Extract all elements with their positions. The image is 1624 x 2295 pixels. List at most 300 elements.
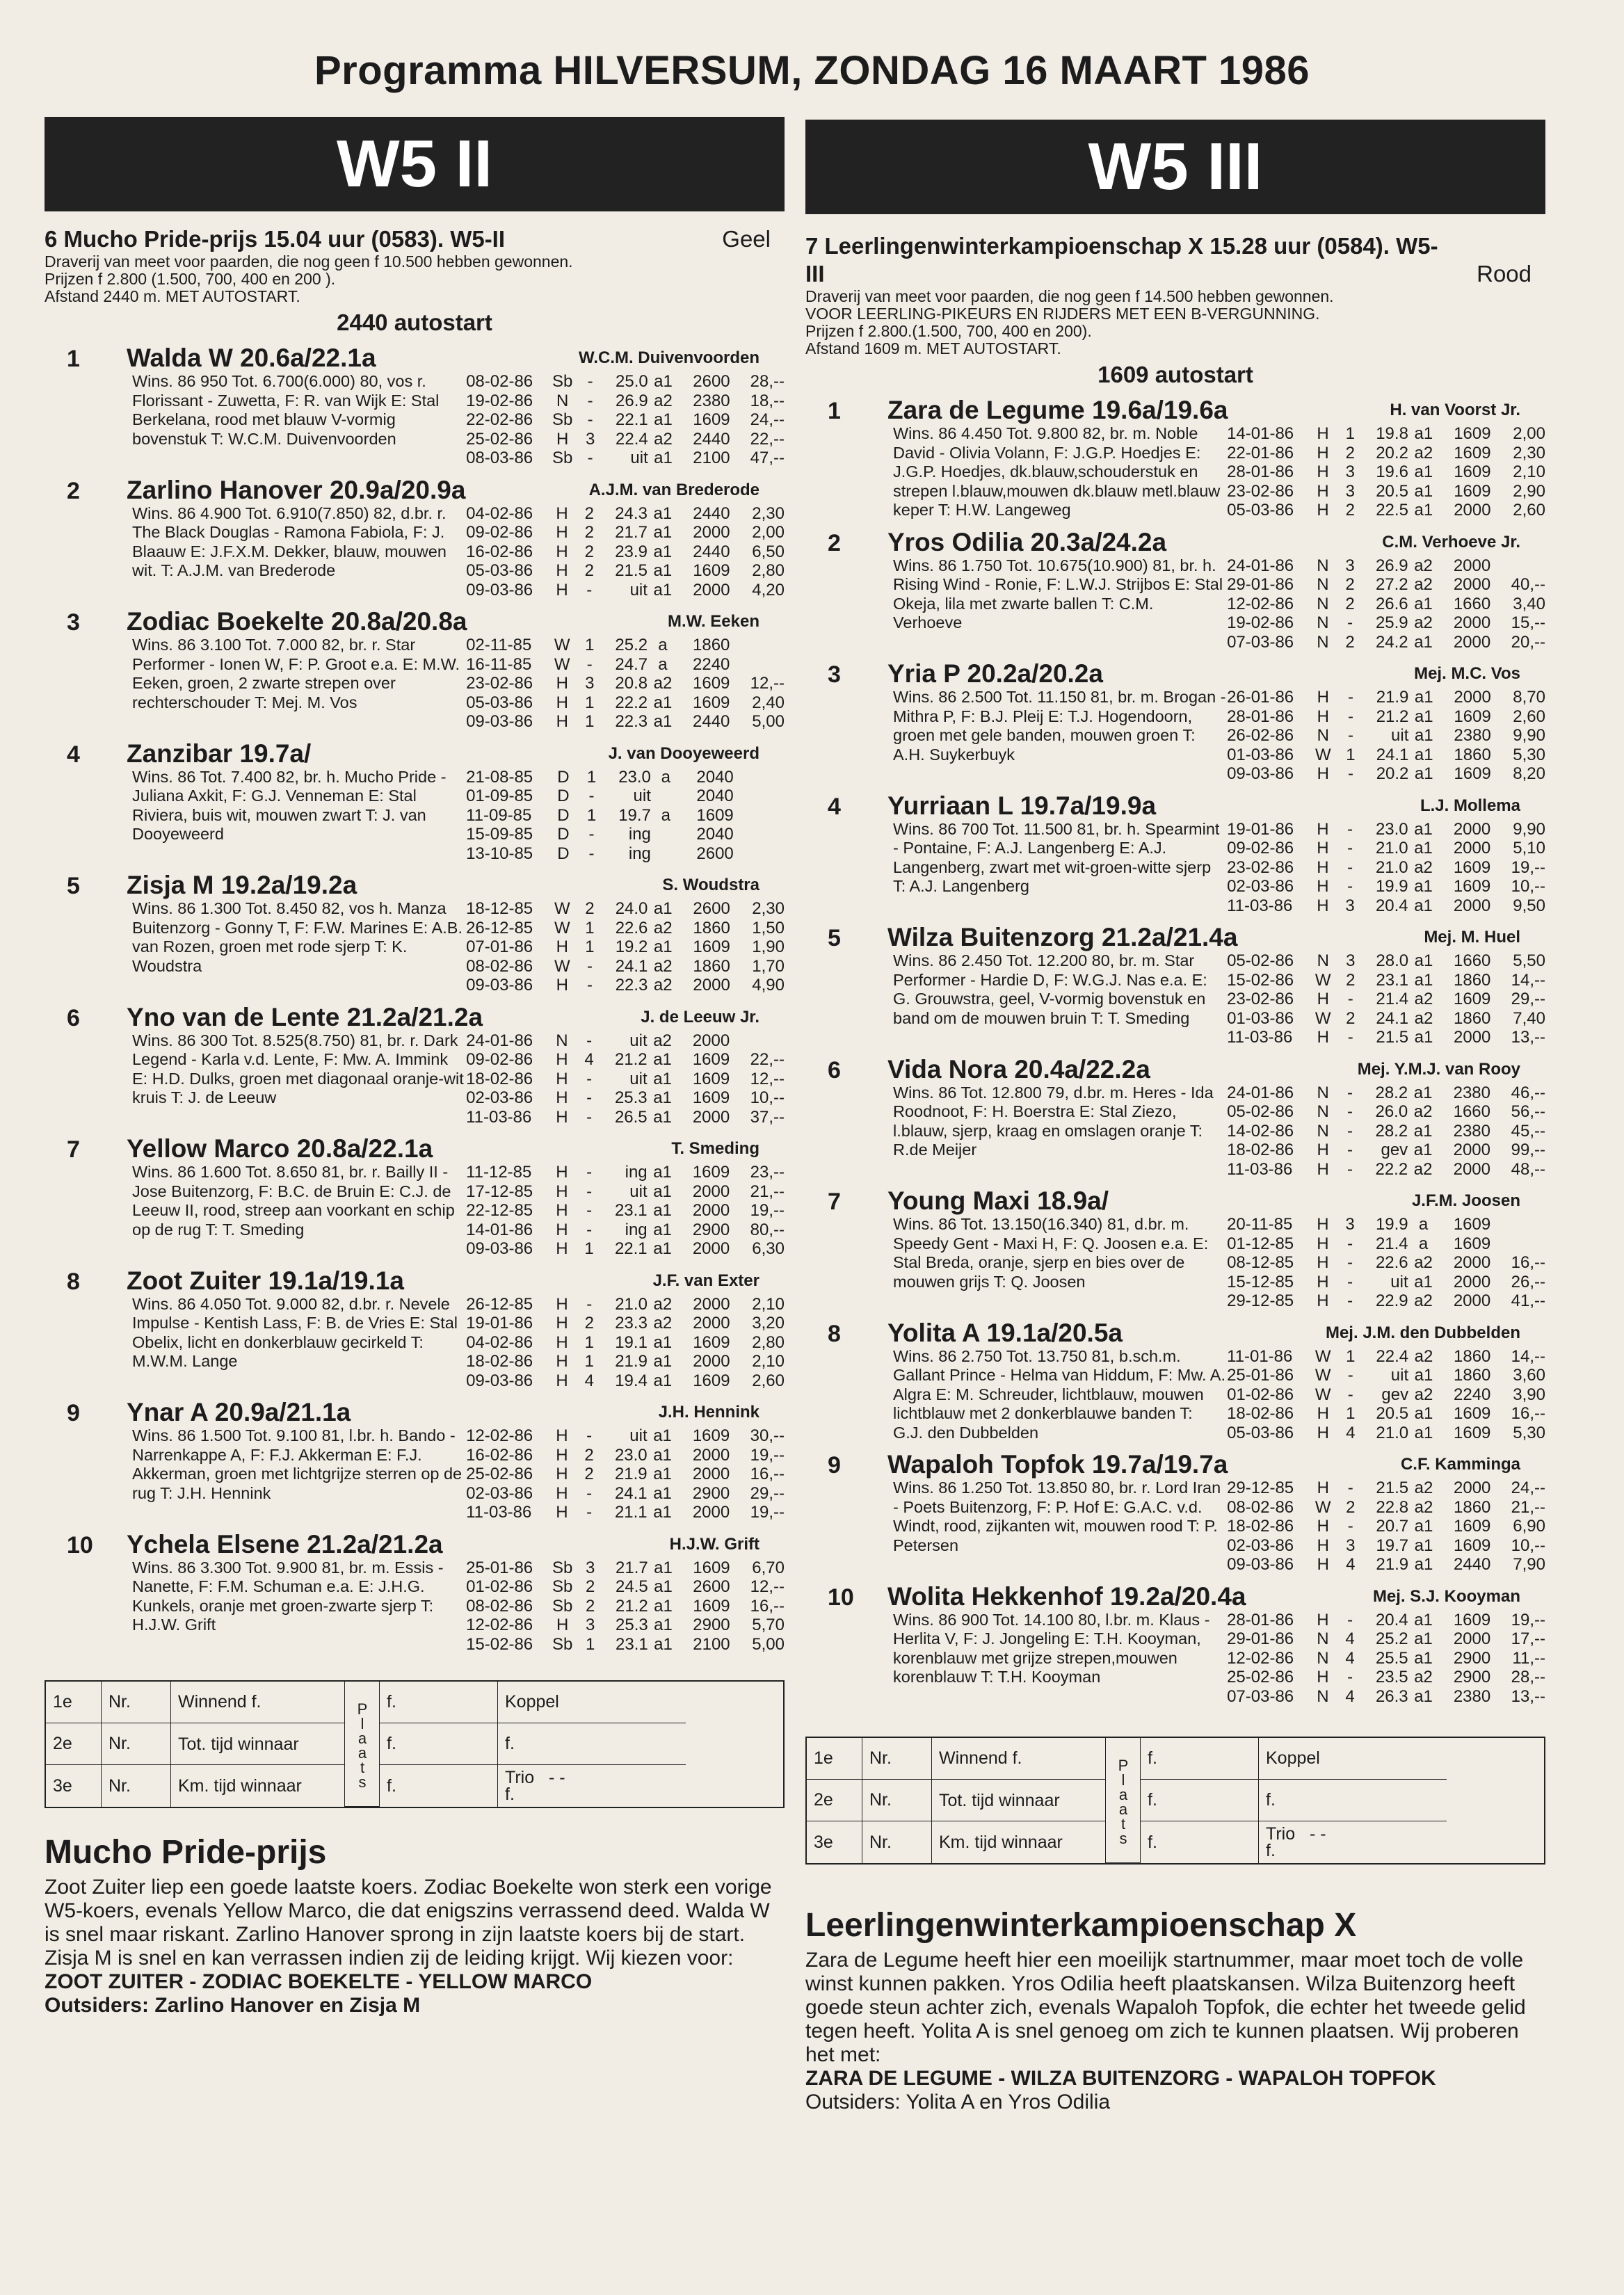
result-time: ing xyxy=(628,844,651,863)
result-start: a1 xyxy=(653,899,673,918)
horse-description: Wins. 86 2.750 Tot. 13.750 81, b.sch.m. Gallant Prince - Helma van Hiddum, F: Mw. A. Algra E: M. Schreuder, lichtblauw, mouwen lichtblauw met 2 donkerblauwe banden T: G.J. den Dubbelden xyxy=(893,1346,1225,1442)
trio-cell xyxy=(1259,1821,1447,1863)
result-track: H xyxy=(1317,1234,1329,1253)
entry-body xyxy=(132,768,785,864)
recent-results xyxy=(1227,951,1545,1047)
result-start: a2 xyxy=(653,1314,673,1332)
result-place: - xyxy=(1347,688,1353,707)
result-distance: 2000 xyxy=(693,1352,730,1371)
result-start: a1 xyxy=(1414,1629,1433,1648)
result-track: H xyxy=(556,1069,568,1088)
plaats-f: f. xyxy=(1141,1780,1259,1821)
result-start: a2 xyxy=(1414,1008,1433,1028)
result-time: 23.0 xyxy=(614,1445,648,1465)
result-place: 2 xyxy=(584,1465,594,1483)
result-track: N xyxy=(1317,951,1329,970)
result-odds: 41,-- xyxy=(1511,1291,1545,1310)
result-start xyxy=(651,825,681,844)
result-place: - xyxy=(588,825,595,844)
result-date: 18-02-86 xyxy=(1227,1141,1294,1159)
result-place: - xyxy=(586,1483,593,1503)
result-time: 25.9 xyxy=(1375,613,1408,632)
result-time: 26.5 xyxy=(614,1107,648,1127)
plaats-label xyxy=(345,1682,380,1807)
result-time: 25.3 xyxy=(616,1616,648,1634)
race-banner: W5 II xyxy=(45,117,785,211)
result-row xyxy=(1227,482,1545,501)
result-start: a1 xyxy=(1414,970,1433,990)
result-time: 21.0 xyxy=(1375,839,1408,857)
result-row xyxy=(1227,1424,1545,1443)
trainer-name: Mej. S.J. Kooyman xyxy=(1372,1586,1520,1606)
recent-results xyxy=(1227,424,1545,520)
result-start: a2 xyxy=(1414,990,1433,1008)
result-start: a1 xyxy=(1414,501,1433,520)
result-start: a2 xyxy=(1414,1291,1433,1310)
result-time: 23.1 xyxy=(614,1201,648,1220)
result-track: H xyxy=(556,1294,568,1314)
result-track: N xyxy=(1317,594,1329,613)
race-condition: Draverij van meet voor paarden, die nog geen f 14.500 hebben gewonnen. xyxy=(805,287,1334,305)
result-start: a1 xyxy=(653,1483,672,1503)
result-place: 1 xyxy=(585,636,595,654)
horse-name: Zara de Legume 19.6a/19.6a xyxy=(887,396,1228,424)
result-distance: 2380 xyxy=(1453,1083,1490,1102)
result-odds: 2,10 xyxy=(752,1352,785,1371)
race-condition: Prijzen f 2.800 (1.500, 700, 400 en 200 ). xyxy=(45,270,336,288)
result-date: 18-02-86 xyxy=(466,1352,533,1371)
result-row xyxy=(466,449,785,468)
result-place: - xyxy=(1347,1385,1353,1404)
result-start: a1 xyxy=(1414,424,1433,443)
horse-name: Wapaloh Topfok 19.7a/19.7a xyxy=(887,1450,1228,1479)
result-odds: 16,-- xyxy=(750,1596,785,1616)
result-track: H xyxy=(1317,857,1329,877)
result-odds: 22,-- xyxy=(750,1050,785,1069)
result-place: - xyxy=(586,1031,593,1050)
result-odds: 11,-- xyxy=(1512,1648,1545,1668)
result-start: a xyxy=(658,654,668,674)
result-odds: 5,50 xyxy=(1513,951,1545,970)
result-row xyxy=(466,825,785,844)
result-row xyxy=(1227,613,1545,633)
result-odds: 24,-- xyxy=(1511,1479,1545,1497)
entry-body xyxy=(893,688,1545,784)
entry-body xyxy=(132,1426,785,1522)
horse-description: Wins. 86 4.900 Tot. 6.910(7.850) 82, d.br. r. The Black Douglas - Ramona Fabiola, F: J. Blaauw E: J.F.X.M. Dekker, blauw, mouwen wit. T: A.J.M. van Brederode xyxy=(132,504,447,579)
result-track: H xyxy=(1317,1423,1329,1442)
result-place: - xyxy=(586,1182,593,1201)
result-row xyxy=(1227,1668,1545,1687)
result-row xyxy=(1227,839,1545,858)
result-time: 21.9 xyxy=(614,1465,648,1483)
entry-body xyxy=(132,1163,785,1259)
result-row xyxy=(1227,726,1545,746)
result-time: 25.0 xyxy=(616,372,648,391)
result-track: H xyxy=(1317,1215,1329,1234)
result-distance: 1609 xyxy=(693,1371,730,1390)
result-track: D xyxy=(557,805,570,825)
result-place: 1 xyxy=(1346,745,1356,764)
result-track: H xyxy=(1317,1141,1329,1159)
start-number: 9 xyxy=(828,1452,841,1479)
result-distance: 2000 xyxy=(1453,1629,1491,1648)
result-place: 3 xyxy=(585,1558,595,1577)
result-date: 09-03-86 xyxy=(1227,1555,1294,1574)
trainer-name: A.J.M. van Brederode xyxy=(588,480,759,499)
trainer-name: H.J.W. Grift xyxy=(669,1534,759,1554)
result-place: 2 xyxy=(1345,632,1355,652)
result-date: 29-01-86 xyxy=(1227,575,1294,594)
result-date: 14-01-86 xyxy=(466,1220,533,1239)
result-time: 22.2 xyxy=(615,693,648,712)
result-row xyxy=(1227,1555,1545,1575)
start-number: 2 xyxy=(828,529,841,556)
result-start: a1 xyxy=(653,1503,672,1522)
horse-entry xyxy=(45,1135,785,1259)
result-distance: 1609 xyxy=(692,1050,730,1069)
result-place: 1 xyxy=(586,767,597,787)
result-place: - xyxy=(586,654,593,674)
horse-entry xyxy=(805,1451,1545,1575)
result-odds: 2,10 xyxy=(1513,462,1545,481)
horse-description: Wins. 86 950 Tot. 6.700(6.000) 80, vos r. Florissant - Zuwetta, F: R. van Wijk E: Stal Berkelana, rood met blauw V-vormig bovenstuk T: W.C.M. Duivenvoorden xyxy=(132,372,440,448)
plaats-f: f. xyxy=(380,1723,498,1765)
result-row xyxy=(1227,1629,1545,1649)
result-distance: 1609 xyxy=(1454,481,1491,501)
result-start: a1 xyxy=(654,410,673,429)
result-place: - xyxy=(587,372,593,391)
result-place: 3 xyxy=(1346,1536,1356,1555)
result-odds: 10,-- xyxy=(750,1088,785,1107)
result-track: W xyxy=(1315,970,1331,990)
result-track: H xyxy=(1317,501,1329,520)
result-place: - xyxy=(1347,726,1353,745)
result-row xyxy=(466,957,785,976)
trainer-name: J. van Dooyeweerd xyxy=(608,743,759,763)
result-track: D xyxy=(557,787,570,805)
race-banner: W5 III xyxy=(805,120,1545,214)
result-date: 26-01-86 xyxy=(1227,688,1294,707)
result-start xyxy=(651,844,681,864)
result-odds: 8,20 xyxy=(1513,764,1545,783)
result-start: a1 xyxy=(653,542,673,561)
result-distance: 2000 xyxy=(1453,1272,1491,1291)
result-row xyxy=(466,1050,785,1070)
result-time: 22.9 xyxy=(1375,1291,1408,1310)
result-distance: 2900 xyxy=(1453,1648,1491,1668)
trio-label: Trio - - xyxy=(505,1768,565,1787)
result-track: W xyxy=(554,654,570,674)
result-distance: 1860 xyxy=(693,918,730,937)
entry-body xyxy=(893,820,1545,916)
result-odds: 5,10 xyxy=(1513,839,1545,857)
trainer-name: J. de Leeuw Jr. xyxy=(641,1007,759,1026)
result-odds: 5,00 xyxy=(752,712,785,731)
result-row xyxy=(1227,556,1545,576)
result-odds: 48,-- xyxy=(1511,1159,1545,1179)
result-date: 02-11-85 xyxy=(466,636,532,654)
result-distance: 2000 xyxy=(1454,1479,1491,1497)
result-date: 09-03-86 xyxy=(466,976,533,994)
result-track: N xyxy=(1317,556,1329,575)
result-track: H xyxy=(556,1483,568,1503)
result-odds: 13,-- xyxy=(1511,1686,1545,1706)
result-place: - xyxy=(586,1107,593,1127)
result-time: uit xyxy=(1390,1366,1409,1385)
result-date: 11-03-86 xyxy=(466,1503,532,1522)
result-odds: 10,-- xyxy=(1511,1536,1545,1555)
result-track: W xyxy=(554,956,570,976)
result-odds: 29,-- xyxy=(1511,990,1545,1008)
result-place: 3 xyxy=(1345,481,1355,501)
result-date: 21-08-85 xyxy=(466,767,533,787)
result-time: ing xyxy=(628,825,651,844)
recent-results xyxy=(1227,820,1545,916)
summary-picks: ZARA DE LEGUME - WILZA BUITENZORG - WAPALOH TOPFOK xyxy=(805,2067,1436,2090)
result-track: H xyxy=(1317,839,1329,857)
result-row xyxy=(1227,1291,1545,1311)
result-date: 04-02-86 xyxy=(466,1332,533,1352)
result-time: 28.2 xyxy=(1375,1083,1408,1102)
result-date: 25-02-86 xyxy=(1227,1668,1294,1686)
result-track: H xyxy=(556,580,568,599)
result-time: 25.5 xyxy=(1375,1648,1408,1668)
koppel-label: Koppel xyxy=(498,1682,686,1723)
result-date: 26-02-86 xyxy=(1227,726,1294,745)
result-place: - xyxy=(1346,1159,1353,1179)
result-place: - xyxy=(1347,1479,1353,1497)
result-place: 1 xyxy=(585,937,595,956)
result-time: 21.0 xyxy=(1376,1423,1409,1442)
result-track: H xyxy=(1317,877,1329,896)
result-odds: 12,-- xyxy=(750,674,785,693)
result-date: 11-01-86 xyxy=(1227,1346,1293,1366)
result-date: 16-11-85 xyxy=(466,654,532,674)
entry-body xyxy=(132,1295,785,1391)
race-title: 7 Leerlingenwinterkampioenschap X 15.28 uur (0584). W5-III xyxy=(805,233,1438,287)
result-date: 09-03-86 xyxy=(1227,764,1294,783)
result-row xyxy=(466,787,785,806)
trainer-name: T. Smeding xyxy=(671,1139,759,1158)
result-row xyxy=(1227,595,1545,614)
result-track: H xyxy=(556,1201,568,1220)
result-date: 02-03-86 xyxy=(1227,1536,1294,1555)
result-time: uit xyxy=(630,449,648,467)
result-place: 4 xyxy=(1345,1686,1355,1706)
plaats-label xyxy=(1106,1738,1141,1863)
start-number: 7 xyxy=(828,1189,841,1215)
result-place: - xyxy=(587,410,593,429)
result-odds: 3,20 xyxy=(752,1314,785,1332)
race-condition: Prijzen f 2.800.(1.500, 700, 400 en 200). xyxy=(805,322,1092,340)
result-track: H xyxy=(556,523,568,542)
km-tijd-label: Km. tijd winnaar xyxy=(932,1821,1106,1863)
result-date: 16-02-86 xyxy=(466,1445,533,1465)
result-row xyxy=(466,581,785,600)
result-place: - xyxy=(586,580,593,599)
result-odds: 47,-- xyxy=(750,449,785,467)
summary-text: Zara de Legume heeft hier een moeilijk startnummer, maar moet toch de volle winst kunnen pakken. Yros Odilia heeft plaatskansen. Wilza Buitenzorg heeft goede steun achter zich, evenals Wapaloh Topfok, die echter het tweede gelid tegen heeft. Yolita A is snel genoeg om zich te kunnen plaatsen. Wij proberen het met: xyxy=(805,1949,1526,2066)
horse-entry xyxy=(805,396,1545,520)
result-track: H xyxy=(1317,1555,1329,1574)
result-date: 24-01-86 xyxy=(1227,556,1294,575)
km-tijd-label: Km. tijd winnaar xyxy=(171,1765,345,1807)
result-start: a2 xyxy=(653,918,673,937)
result-time: 24.1 xyxy=(614,1483,648,1503)
result-row xyxy=(1227,1215,1545,1234)
result-date: 08-03-86 xyxy=(466,449,533,467)
result-odds: 7,90 xyxy=(1513,1555,1545,1574)
result-time: 21.9 xyxy=(615,1352,648,1371)
result-start: a1 xyxy=(1414,1423,1433,1442)
horse-entry xyxy=(45,871,785,995)
result-start: a1 xyxy=(653,1220,672,1239)
result-time: 20.2 xyxy=(1376,764,1409,783)
result-time: 27.2 xyxy=(1375,575,1408,594)
start-number: 3 xyxy=(828,661,841,688)
result-odds: 80,-- xyxy=(750,1220,785,1239)
result-time: 20.2 xyxy=(1376,443,1408,462)
recent-results xyxy=(466,1031,785,1127)
result-row xyxy=(466,1426,785,1446)
result-time: uit xyxy=(1390,1272,1408,1291)
recent-results xyxy=(1227,1479,1545,1575)
result-place: - xyxy=(586,1088,593,1107)
result-odds: 14,-- xyxy=(1511,970,1545,990)
result-start: a1 xyxy=(1414,462,1433,481)
horse-name: Zarlino Hanover 20.9a/20.9a xyxy=(127,475,466,504)
result-start: a1 xyxy=(654,1577,673,1596)
result-odds: 2,00 xyxy=(752,523,785,542)
horse-description: Wins. 86 3.100 Tot. 7.000 82, br. r. Star Performer - Ionen W, F: P. Groot e.a. E: M.W. Eeken, groen, 2 zwarte strepen over rechterschouder T: Mej. M. Vos xyxy=(132,636,460,711)
place-3-label: 3e xyxy=(46,1765,102,1807)
result-start: a1 xyxy=(653,504,673,523)
horse-description: Wins. 86 2.500 Tot. 11.150 81, br. m. Brogan - Mithra P, F: B.J. Pleij E: T.J. Hogendoorn, groen met gele banden, mouwen groen T: A.H. Suykerbuyk xyxy=(893,688,1226,764)
entry-body xyxy=(132,636,785,732)
result-row xyxy=(466,636,785,655)
result-date: 07-01-86 xyxy=(466,937,533,956)
result-track: H xyxy=(556,1050,568,1069)
result-place: 4 xyxy=(1345,1648,1355,1668)
entry-body xyxy=(893,424,1545,520)
result-distance: 1860 xyxy=(1454,970,1491,990)
result-track: H xyxy=(556,561,568,580)
trainer-name: Mej. J.M. den Dubbelden xyxy=(1325,1323,1520,1342)
winnend-label: Winnend f. xyxy=(932,1738,1106,1780)
result-row xyxy=(466,410,785,430)
result-distance: 2900 xyxy=(1453,1668,1491,1686)
result-place: - xyxy=(1347,1668,1353,1686)
result-track: H xyxy=(1317,1668,1329,1686)
result-place: - xyxy=(1347,764,1353,783)
result-place: 3 xyxy=(585,674,595,693)
trio-f: f. xyxy=(1266,1841,1276,1860)
result-track: W xyxy=(554,636,570,654)
result-start: a1 xyxy=(653,523,673,542)
result-track: W xyxy=(1315,1497,1331,1517)
result-place: - xyxy=(1347,1366,1353,1385)
result-odds xyxy=(730,1031,785,1051)
result-odds: 1,90 xyxy=(752,937,785,956)
result-track: N xyxy=(1317,613,1329,632)
result-odds: 14,-- xyxy=(1511,1346,1545,1366)
result-date: 14-01-86 xyxy=(1227,424,1294,443)
result-place: - xyxy=(1347,1272,1353,1291)
result-date: 18-02-86 xyxy=(1227,1517,1294,1536)
recent-results xyxy=(1227,1611,1545,1707)
result-place: 4 xyxy=(584,1371,594,1390)
result-track: H xyxy=(556,504,568,523)
result-start: a1 xyxy=(1414,896,1433,915)
result-start: a1 xyxy=(1413,1121,1433,1141)
result-odds: 5,30 xyxy=(1513,1423,1545,1442)
trainer-name: J.F. van Exter xyxy=(652,1271,759,1290)
result-distance: 2000 xyxy=(1453,556,1491,575)
horse-name: Yolita A 19.1a/20.5a xyxy=(887,1318,1123,1347)
result-date: 19-01-86 xyxy=(1227,819,1294,839)
result-place: 3 xyxy=(1346,951,1356,970)
race-color: Rood xyxy=(1477,261,1531,287)
result-place: - xyxy=(586,1503,593,1522)
result-place: 1 xyxy=(584,1352,594,1371)
result-place: - xyxy=(588,844,595,863)
summary-picks: ZOOT ZUITER - ZODIAC BOEKELTE - YELLOW MARCO xyxy=(45,1970,593,1993)
result-start: a1 xyxy=(1414,1028,1433,1047)
result-place: 3 xyxy=(1345,462,1355,481)
result-distance: 2000 xyxy=(1454,1028,1491,1047)
result-start: a2 xyxy=(1414,556,1433,575)
trainer-name: J.F.M. Joosen xyxy=(1411,1191,1520,1210)
result-date: 08-02-86 xyxy=(466,956,533,976)
result-date: 15-12-85 xyxy=(1227,1272,1294,1291)
result-place: 3 xyxy=(585,1616,595,1634)
horse-description: Wins. 86 1.250 Tot. 13.850 80, br. r. Lord Iran - Poets Buitenzorg, F: P. Hof E: G.A.C. v.d. Windt, rood, zijkanten wit, mouwen rood T: P. Petersen xyxy=(893,1479,1221,1554)
result-odds: 21,-- xyxy=(1511,1497,1545,1517)
result-distance: 1609 xyxy=(1454,990,1491,1008)
result-distance: 2380 xyxy=(1453,1686,1491,1706)
recent-results xyxy=(1227,1084,1545,1179)
result-track: H xyxy=(556,1220,568,1239)
result-distance: 1609 xyxy=(1453,1610,1491,1629)
result-time: uit xyxy=(629,1426,648,1445)
result-odds: 56,-- xyxy=(1511,1102,1545,1121)
result-place: 1 xyxy=(585,1634,595,1654)
result-time: 26.9 xyxy=(1375,556,1408,575)
result-start: a2 xyxy=(653,956,673,976)
result-distance: 1609 xyxy=(693,410,730,429)
horse-description: Wins. 86 3.300 Tot. 9.900 81, br. m. Essis - Nanette, F: F.M. Schuman e.a. E: J.H.G. Kunkels, oranje met groen-zwarte sjerp T: H.J.W. Grift xyxy=(132,1558,444,1634)
result-row xyxy=(466,523,785,542)
result-start: a1 xyxy=(653,561,673,580)
result-time: 19.6 xyxy=(1376,462,1408,481)
start-number: 8 xyxy=(67,1268,80,1295)
result-place: - xyxy=(1347,857,1353,877)
recent-results xyxy=(1227,688,1545,784)
result-time: 21.4 xyxy=(1375,1234,1408,1253)
result-odds xyxy=(730,636,785,655)
result-start: a2 xyxy=(1413,1102,1433,1121)
result-start: a1 xyxy=(1414,1272,1433,1291)
result-start: a1 xyxy=(1414,594,1433,613)
result-time: 22.4 xyxy=(616,429,648,449)
horse-name: Young Maxi 18.9a/ xyxy=(887,1186,1109,1215)
recent-results xyxy=(466,636,785,732)
result-distance: 1609 xyxy=(1454,1423,1491,1442)
result-date: 04-02-86 xyxy=(466,504,533,523)
result-odds: 3,60 xyxy=(1513,1366,1545,1385)
result-date: 23-02-86 xyxy=(1227,857,1294,877)
